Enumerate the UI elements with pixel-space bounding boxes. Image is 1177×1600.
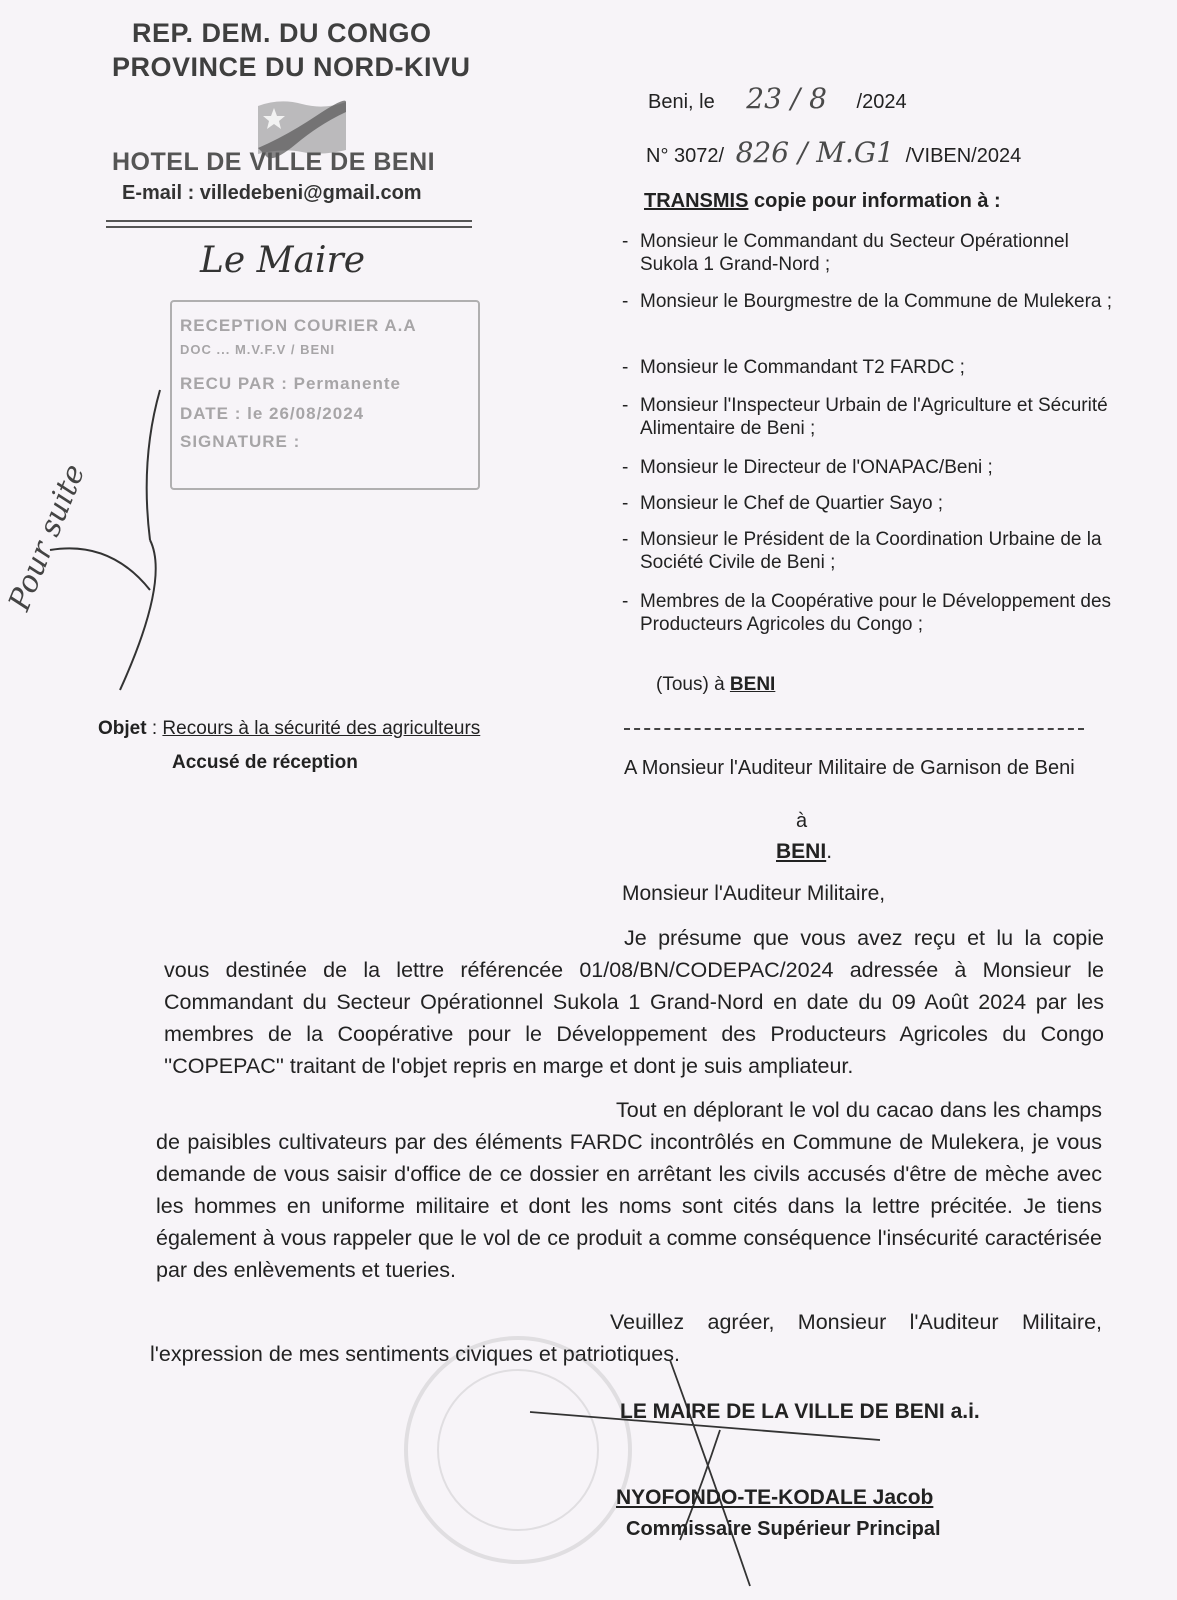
transmis-heading (644, 190, 1001, 213)
recipient-city-punct: . (826, 840, 833, 863)
list-item-text: Membres de la Coopérative pour le Développement des Producteurs Agricoles du Congo ; (640, 591, 1112, 635)
stamp-line-3: RECU PAR : Permanente (180, 374, 401, 393)
header-rule (106, 220, 472, 222)
recipient-city-line (776, 840, 832, 864)
country-heading: REP. DEM. DU CONGO (132, 18, 432, 48)
office-name: HOTEL DE VILLE DE BENI (112, 148, 436, 176)
stamp-line-5: SIGNATURE : (180, 432, 301, 451)
stamp-line-4: DATE : le 26/08/2024 (180, 404, 365, 423)
body-paragraph-1: Je présume que vous avez reçu et lu la copie vous destinée de la lettre référencée 01/08/BN/CODEPAC/2024 adressée à Monsieur le Commandant du Secteur Opérationnel Sukola 1 Grand-Nord en date du 09 Août 2024 par les membres de la Coopérative pour le Développement des Producteurs Agricoles du Congo ''COPEPAC'' traitant de l'objet repris en marge et dont je suis ampliateur. (164, 926, 1104, 1078)
list-item: - Monsieur le Commandant T2 FARDC ; (622, 357, 965, 378)
email-line: E-mail : villedebeni@gmail.com (122, 182, 422, 204)
ref-prefix: N° 3072/ (646, 145, 725, 167)
objet-label: Objet (98, 718, 147, 739)
margin-scribble (20, 380, 210, 710)
dashed-separator (624, 728, 1084, 730)
list-item: - Monsieur le Chef de Quartier Sayo ; (622, 493, 944, 514)
transmis-rest: copie pour information à : (748, 190, 1001, 212)
tous-prefix: (Tous) à (656, 674, 730, 695)
signature-title: LE MAIRE DE LA VILLE DE BENI a.i. (620, 1400, 980, 1423)
signature-scribble (520, 1350, 900, 1590)
date-prefix: Beni, le (648, 91, 715, 113)
body-paragraph-2: Tout en déplorant le vol du cacao dans les champs de paisibles cultivateurs par des éléments FARDC incontrôlés en Commune de Mulekera, je vous demande de vous saisir d'office de ce dossier en arrêtant les civils accusés d'être de mèche avec les hommes en uniforme militaire et dont les noms sont cités dans la lettre précitée. Je tiens également à vous rappeler que le vol de ce produit a comme conséquence l'insécurité caractérisée par des enlèvements et tueries. (156, 1098, 1102, 1282)
signature-name: NYOFONDO-TE-KODALE Jacob (616, 1486, 934, 1509)
list-item: - Monsieur le Commandant du Secteur Opérationnel Sukola 1 Grand-Nord ; (622, 231, 1069, 275)
stamp-line-2: DOC ... M.V.F.V / BENI (180, 342, 336, 357)
objet-separator: : (146, 718, 163, 739)
list-item: - Monsieur le Bourgmestre de la Commune de Mulekera ; (622, 291, 1113, 312)
objet-line (98, 718, 480, 740)
recipient-city: BENI (776, 840, 827, 863)
list-item-text: Monsieur le Bourgmestre de la Commune de Mulekera ; (640, 291, 1113, 312)
salutation: Monsieur l'Auditeur Militaire, (622, 882, 886, 905)
list-item-text: Monsieur le Président de la Coordination Urbaine de la Société Civile de Beni ; (640, 529, 1102, 573)
mayor-title: Le Maire (200, 240, 366, 281)
date-handwritten: 23 / 8 (746, 82, 827, 115)
ref-handwritten: 826 / M.G1 (735, 136, 895, 169)
list-item: - Membres de la Coopérative pour le Développement des Producteurs Agricoles du Congo ; (622, 591, 1112, 635)
tous-line (656, 674, 775, 696)
list-item-text: Monsieur l'Inspecteur Urbain de l'Agriculture et Sécurité Alimentaire de Beni ; (640, 395, 1108, 439)
list-item: - Monsieur le Directeur de l'ONAPAC/Beni ; (622, 457, 993, 478)
province-heading: PROVINCE DU NORD-KIVU (112, 52, 471, 82)
recipient-line: A Monsieur l'Auditeur Militaire de Garnison de Beni (624, 757, 1075, 779)
list-item-text: Monsieur le Commandant du Secteur Opérationnel Sukola 1 Grand-Nord ; (640, 231, 1069, 275)
tous-city: BENI (729, 674, 776, 695)
stamp-line-1: RECEPTION COURIER A.A (180, 316, 417, 335)
recipient-a: à (796, 810, 808, 832)
reference-line (646, 136, 1021, 169)
signature-rank: Commissaire Supérieur Principal (626, 1518, 941, 1540)
transmis-lead: TRANSMIS (644, 190, 749, 212)
list-item: - Monsieur l'Inspecteur Urbain de l'Agriculture et Sécurité Alimentaire de Beni ; (622, 395, 1108, 439)
list-item-text: Monsieur le Directeur de l'ONAPAC/Beni ; (640, 457, 993, 478)
list-item-text: Monsieur le Chef de Quartier Sayo ; (640, 493, 944, 514)
list-item-text: Monsieur le Commandant T2 FARDC ; (640, 357, 965, 378)
date-year: /2024 (856, 91, 907, 113)
list-item: - Monsieur le Président de la Coordination Urbaine de la Société Civile de Beni ; (622, 529, 1102, 573)
margin-annotation: Pour suite (2, 459, 93, 616)
objet-subject: Recours à la sécurité des agriculteurs (162, 718, 481, 739)
objet-sub: Accusé de réception (172, 752, 358, 773)
ref-suffix: /VIBEN/2024 (905, 145, 1022, 167)
date-line (648, 82, 907, 115)
header-rule-2 (106, 226, 472, 228)
body-paragraph-3: Veuillez agréer, Monsieur l'Auditeur Militaire, l'expression de mes sentiments civiques et patriotiques. (150, 1310, 1102, 1366)
